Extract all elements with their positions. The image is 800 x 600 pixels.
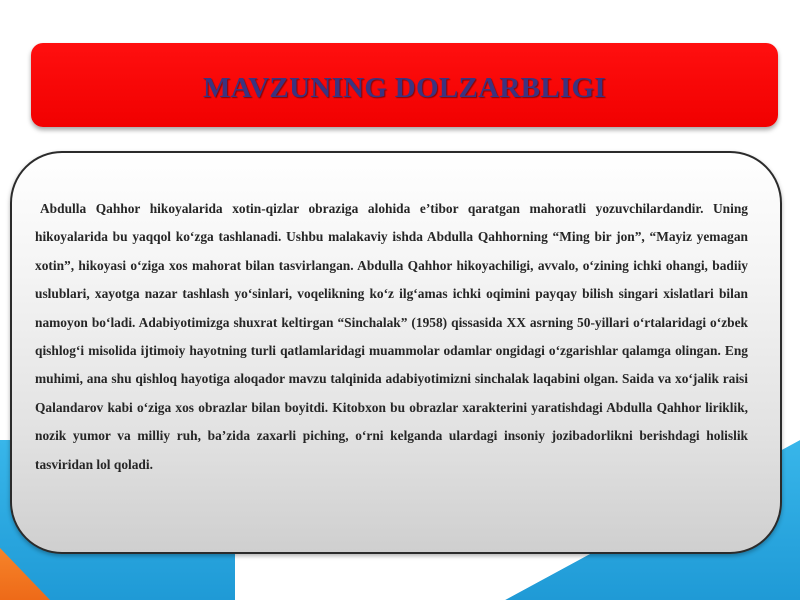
body-paragraph: Abdulla Qahhor hikoyalarida xotin-qizlar obraziga alohida e’tibor qaratgan mahoratli yozuvchilardandir. Uning hikoyalarida bu yaqqol ko‘zga tashlanadi. Ushbu malakaviy ishda Abdulla Qahhorning “Ming bir jon”, “Mayiz yemagan xotin”, hikoyasi o‘ziga xos mahorat bilan tasvirlangan. Abdulla Qahhor hikoyachiligi, avvalo, o‘zining ichki ohangi, badiiy uslublari, xayotga nazar tashlash yo‘sinlari, voqelikning ko‘z ilg‘amas ichki oqimini payqay bilish singari xislatlari bilan namoyon bo‘ladi. Adabiyotimizga shuxrat keltirgan “Sinchalak” (1958) qissasida XX asrning 50-yillari o‘rtalaridagi o‘zbek qishlog‘i misolida ijtimoiy hayotning turli qatlamlaridagi muammolar odamlar ongidagi o‘zgarishlar qalamga olingan. Eng muhimi, ana shu qishloq hayotiga aloqador mavzu talqinida adabiyotimizni sinchalak laqabini olgan. Saida va xo‘jalik raisi Qalandarov kabi o‘ziga xos obrazlar bilan boyitdi. Kitobxon bu obrazlar xarakterini yaratishdagi Abdulla Qahhor liriklik, nozik yumor va milliy ruh, ba’zida zaxarli piching, o‘rni kelganda ulardagi insoniy jozibadorlikni berishdagi holislik tasviridan lol qoladi.: [35, 201, 748, 472]
slide-title: MAVZUNING DOLZARBLIGI: [203, 71, 606, 104]
title-banner: [31, 43, 778, 127]
